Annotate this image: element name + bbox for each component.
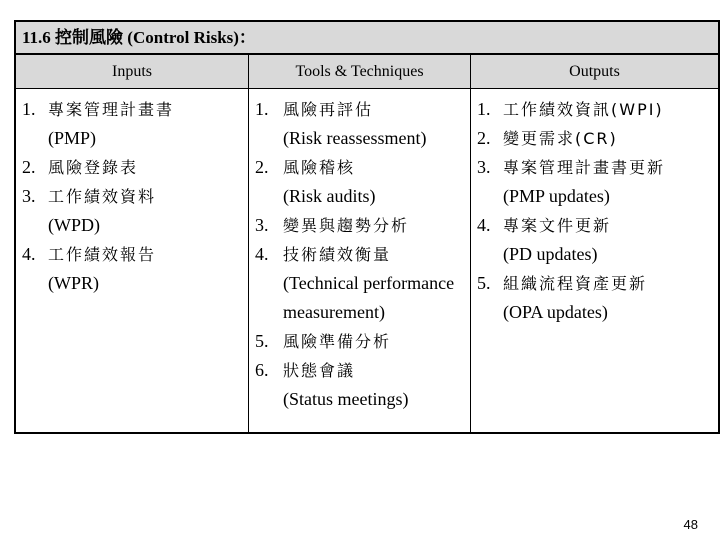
item-text [283, 356, 466, 414]
item-label-zh: 工作績效報告 [48, 245, 157, 264]
item-label-zh: 專案管理計畫書 [48, 100, 175, 119]
item-text [283, 211, 466, 240]
item-number: 4. [22, 244, 36, 264]
item-label-zh: 技術績效衡量 [283, 245, 392, 264]
item-label-zh: 組織流程資產更新 [503, 274, 648, 293]
process-table [14, 20, 720, 434]
list-item [477, 211, 714, 269]
item-label-zh: 專案文件更新 [503, 216, 612, 235]
item-number: 2. [477, 128, 491, 148]
item-label-en: (OPA updates) [503, 302, 608, 322]
item-text [503, 153, 714, 211]
item-label-zh: 變異與趨勢分析 [283, 216, 410, 235]
item-number: 3. [22, 186, 36, 206]
item-text [503, 124, 714, 153]
page-number: 48 [683, 517, 698, 532]
list-item [255, 356, 466, 414]
item-label-en: (Risk reassessment) [283, 128, 427, 148]
item-text [283, 95, 466, 153]
item-number: 5. [477, 273, 491, 293]
item-number: 2. [22, 157, 36, 177]
item-label-en: (Risk audits) [283, 186, 376, 206]
item-label-zh: 專案管理計畫書更新 [503, 158, 666, 177]
item-text [283, 240, 466, 327]
list-item [255, 211, 466, 240]
column-header-outputs: Outputs [471, 55, 718, 89]
item-label-en: (PMP updates) [503, 186, 610, 206]
list-item [477, 269, 714, 327]
item-number: 3. [477, 157, 491, 177]
list-item [22, 240, 244, 298]
item-text [283, 153, 466, 211]
item-text [503, 95, 714, 124]
item-text [48, 182, 244, 240]
item-label-en: (PD updates) [503, 244, 598, 264]
item-number: 3. [255, 215, 269, 235]
list-item [255, 327, 466, 356]
item-number: 1. [22, 99, 36, 119]
list-item [22, 153, 244, 182]
item-number: 1. [255, 99, 269, 119]
item-label-zh: 風險準備分析 [283, 332, 392, 351]
list-item [477, 95, 714, 124]
item-text [503, 269, 714, 327]
column-header-inputs: Inputs [16, 55, 248, 89]
item-number: 5. [255, 331, 269, 351]
item-number: 4. [477, 215, 491, 235]
item-label-zh: 工作績效資料 [48, 187, 157, 206]
item-label-zh: 工作績效資訊(WPI) [503, 100, 664, 119]
inputs-column [16, 55, 248, 432]
item-label-en: (WPD) [48, 215, 100, 235]
item-label-zh: 風險再評估 [283, 100, 374, 119]
item-text [503, 211, 714, 269]
tools-list [249, 89, 470, 414]
inputs-list [16, 89, 248, 298]
item-number: 1. [477, 99, 491, 119]
item-text [48, 153, 244, 182]
item-label-zh: 風險稽核 [283, 158, 356, 177]
item-label-en: (PMP) [48, 128, 97, 148]
item-number: 6. [255, 360, 269, 380]
item-text [48, 240, 244, 298]
list-item [255, 240, 466, 327]
list-item [477, 124, 714, 153]
column-header-tools: Tools & Techniques [249, 55, 470, 89]
item-label-en: (WPR) [48, 273, 99, 293]
item-number: 4. [255, 244, 269, 264]
outputs-list [471, 89, 718, 327]
item-number: 2. [255, 157, 269, 177]
item-label-en: (Status meetings) [283, 389, 409, 409]
item-label-zh: 風險登錄表 [48, 158, 139, 177]
item-label-zh: 變更需求(CR) [503, 129, 618, 148]
columns [16, 55, 718, 432]
item-label-zh: 狀態會議 [283, 361, 356, 380]
list-item [22, 182, 244, 240]
list-item [477, 153, 714, 211]
list-item [255, 95, 466, 153]
list-item [22, 95, 244, 153]
page-title: 11.6 控制風險 (Control Risks)： [16, 22, 718, 55]
item-text [48, 95, 244, 153]
outputs-column [470, 55, 718, 432]
tools-column [248, 55, 470, 432]
item-text [283, 327, 466, 356]
list-item [255, 153, 466, 211]
item-label-en: (Technical performance measurement) [283, 273, 455, 322]
